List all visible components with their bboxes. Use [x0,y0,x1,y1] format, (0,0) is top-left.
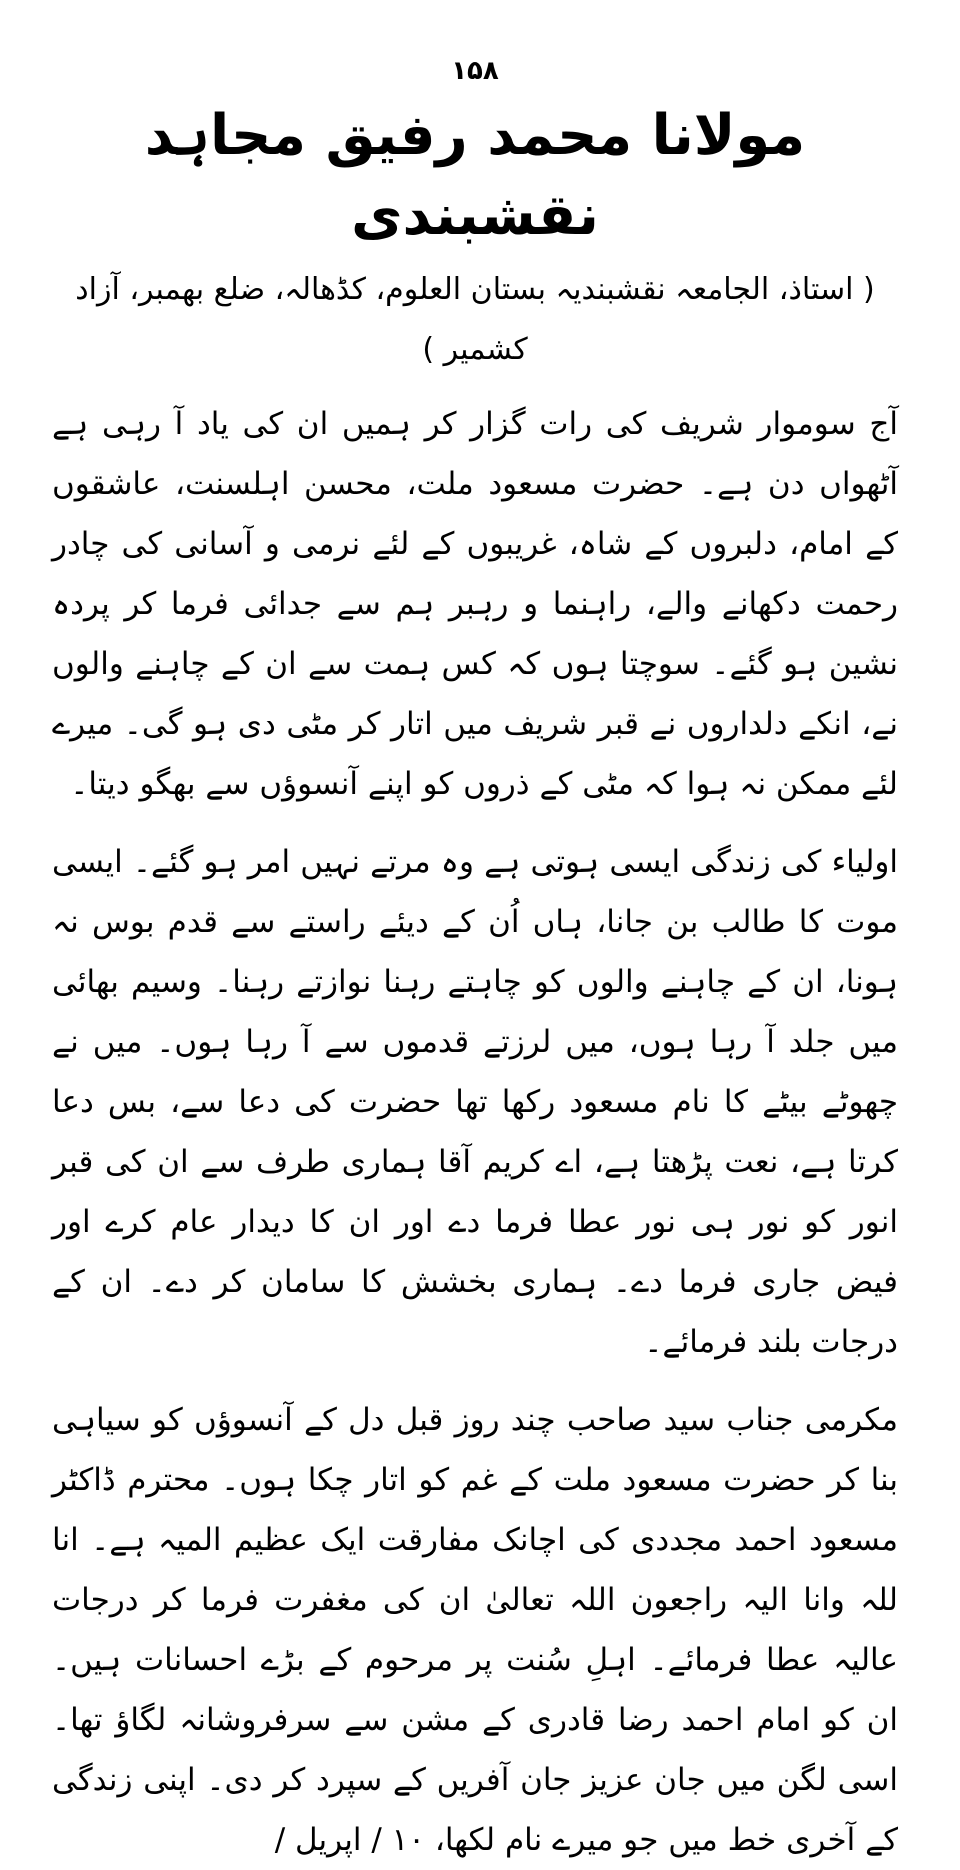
paragraph-1: آج سوموار شریف کی رات گزار کر ہمیں ان کی یاد آ رہی ہے آٹھواں دن ہے۔ حضرت مسعود ملت، محسن اہلسنت، عاشقوں کے امام، دلبروں کے شاہ، غریبوں کے لئے نرمی و آسانی کی چادر رحمت دکھانے والے، راہنما و رہبر ہم سے جدائی فرما کر پردہ نشین ہو گئے۔ سوچتا ہوں کہ کس ہمت سے ان کے چاہنے والوں نے، انکے دلداروں نے قبر شریف میں اتار کر مٹی دی ہو گی۔ میرے لئے ممکن نہ ہوا کہ مٹی کے ذروں کو اپنے آنسوؤں سے بھگو دیتا۔ [52,406,898,802]
author-affiliation: ( استاذ، الجامعہ نقشبندیہ بستان العلوم، کڈھالہ، ضلع بھمبر، آزاد کشمیر ) [75,272,875,367]
page-number: ۱۵۸ [451,56,499,86]
paragraph-3: مکرمی جناب سید صاحب چند روز قبل دل کے آنسوؤں کو سیاہی بنا کر حضرت مسعود ملت کے غم کو اتار چکا ہوں۔ محترم ڈاکٹر مسعود احمد مجددی کی اچانک مفارقت ایک عظیم المیہ ہے۔ انا للہ وانا الیہ راجعون اللہ تعالیٰ ان کی مغفرت فرما کر درجات عالیہ عطا فرمائے۔ اہلِ سُنت پر مرحوم کے بڑے احسانات ہیں۔ ان کو امام احمد رضا قادری کے مشن سے سرفروشانہ لگاؤ تھا۔ اسی لگن میں جان عزیز جان آفریں کے سپرد کر دی۔ اپنی زندگی کے آخری خط میں جو میرے نام لکھا، ۱۰ / اپریل / [52,1402,898,1858]
page-title: مولانا محمد رفیق مجاہد نقشبندی [144,103,806,248]
paragraph-2: اولیاء کی زندگی ایسی ہوتی ہے وہ مرتے نہیں امر ہو گئے۔ ایسی موت کا طالب بن جانا، ہاں اُن کے دیئے راستے سے قدم بوس نہ ہونا، ان کے چاہنے والوں کو چاہتے رہنا نوازتے رہنا۔ وسیم بھائی میں جلد آ رہا ہوں، میں لرزتے قدموں سے آ رہا ہوں۔ میں نے چھوٹے بیٹے کا نام مسعود رکھا تھا حضرت کی دعا سے، بس دعا کرتا ہے، نعت پڑھتا ہے، اے کریم آقا ہماری طرف سے ان کی قبر انور کو نور ہی نور عطا فرما دے اور ان کا دیدار عام کرے اور فیض جاری فرما دے۔ ہماری بخشش کا سامان کر دے۔ ان کے درجات بلند فرمائے۔ [52,844,898,1360]
